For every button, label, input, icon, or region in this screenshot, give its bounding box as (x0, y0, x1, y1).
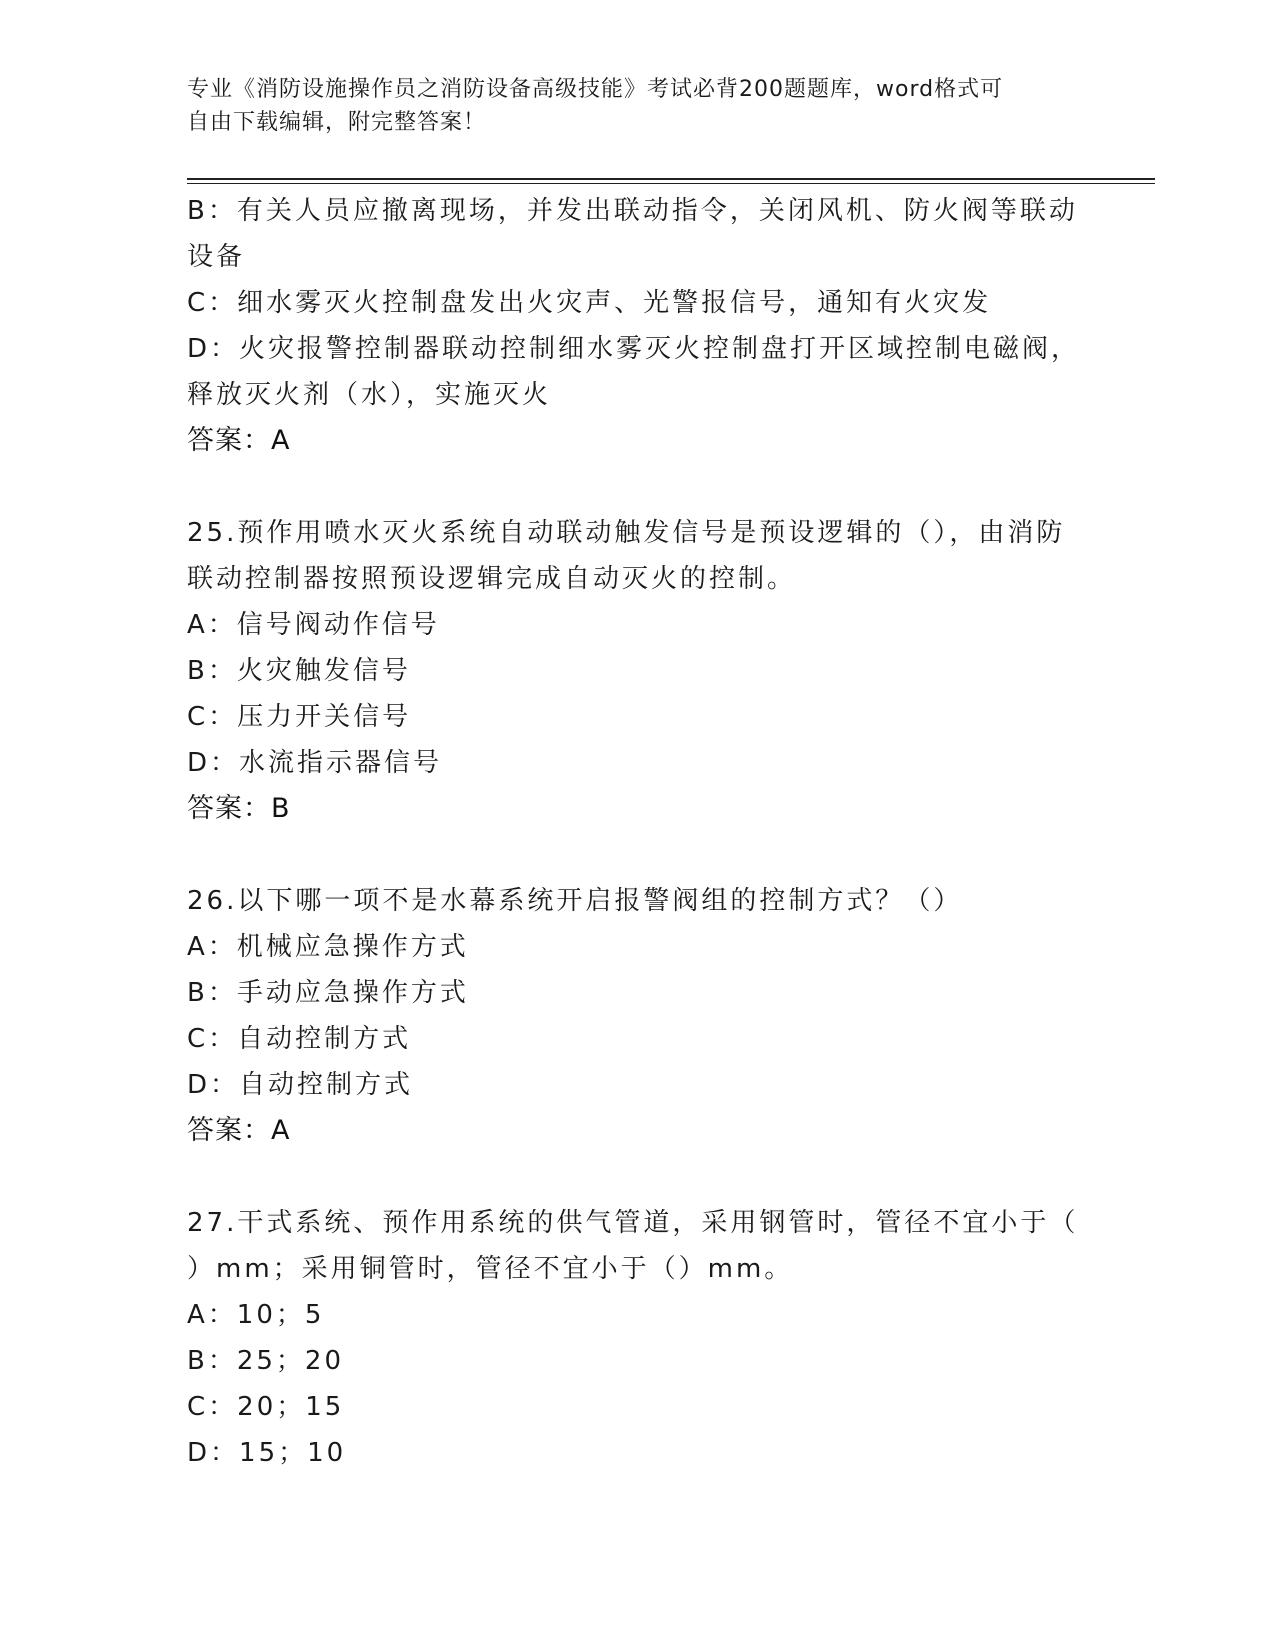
option-d: D：火灾报警控制器联动控制细水雾灭火控制盘打开区域控制电磁阀， (187, 334, 1081, 364)
answer: 答案：B (187, 793, 291, 824)
header-line-2: 自由下载编辑，附完整答案！ (187, 110, 487, 135)
option-b-continued: 设备 (187, 242, 246, 272)
question-stem: 26.以下哪一项不是水幕系统开启报警阀组的控制方式？（） (187, 886, 963, 916)
question-stem: 25.预作用喷水灭火系统自动联动触发信号是预设逻辑的（），由消防 (187, 518, 1066, 548)
option-d: D：水流指示器信号 (187, 748, 443, 778)
option-a: A：10；5 (187, 1300, 325, 1330)
question-24 (187, 188, 1081, 464)
question-stem-continued: 联动控制器按照预设逻辑完成自动灭火的控制。 (187, 564, 797, 594)
option-b: B：火灾触发信号 (187, 656, 411, 686)
question-26 (187, 878, 1077, 1154)
option-c: C：20；15 (187, 1392, 345, 1422)
header-divider-thin (187, 183, 1155, 184)
question-spacer (187, 1154, 1077, 1200)
option-d: D：自动控制方式 (187, 1070, 414, 1100)
option-c: C：压力开关信号 (187, 702, 412, 732)
answer: 答案：A (187, 1115, 291, 1146)
question-25 (187, 510, 1077, 832)
option-c: C：细水雾灭火控制盘发出火灾声、光警报信号，通知有火灾发 (187, 288, 992, 318)
option-a: A：信号阀动作信号 (187, 610, 440, 640)
option-d: D：15；10 (187, 1438, 347, 1468)
option-c: C：自动控制方式 (187, 1024, 412, 1054)
option-d-continued: 释放灭火剂（水），实施灭火 (187, 380, 552, 410)
question-spacer (187, 464, 1077, 510)
question-spacer (187, 832, 1077, 878)
option-b: B：25；20 (187, 1346, 345, 1376)
option-b: B：手动应急操作方式 (187, 978, 469, 1008)
option-a: A：机械应急操作方式 (187, 932, 469, 962)
header-line-1: 专业《消防设施操作员之消防设备高级技能》考试必背200题题库，word格式可 (187, 77, 1004, 102)
question-27 (187, 1200, 1077, 1476)
answer: 答案：A (187, 425, 291, 456)
question-list (187, 188, 1081, 1476)
question-stem-continued: ）mm；采用铜管时，管径不宜小于（）mm。 (187, 1254, 794, 1284)
option-b: B：有关人员应撤离现场，并发出联动指令，关闭风机、防火阀等联动 (187, 196, 1078, 226)
header-divider-thick (187, 178, 1155, 180)
document-header (187, 73, 1067, 139)
question-stem: 27.干式系统、预作用系统的供气管道，采用钢管时，管径不宜小于（ (187, 1208, 1079, 1238)
